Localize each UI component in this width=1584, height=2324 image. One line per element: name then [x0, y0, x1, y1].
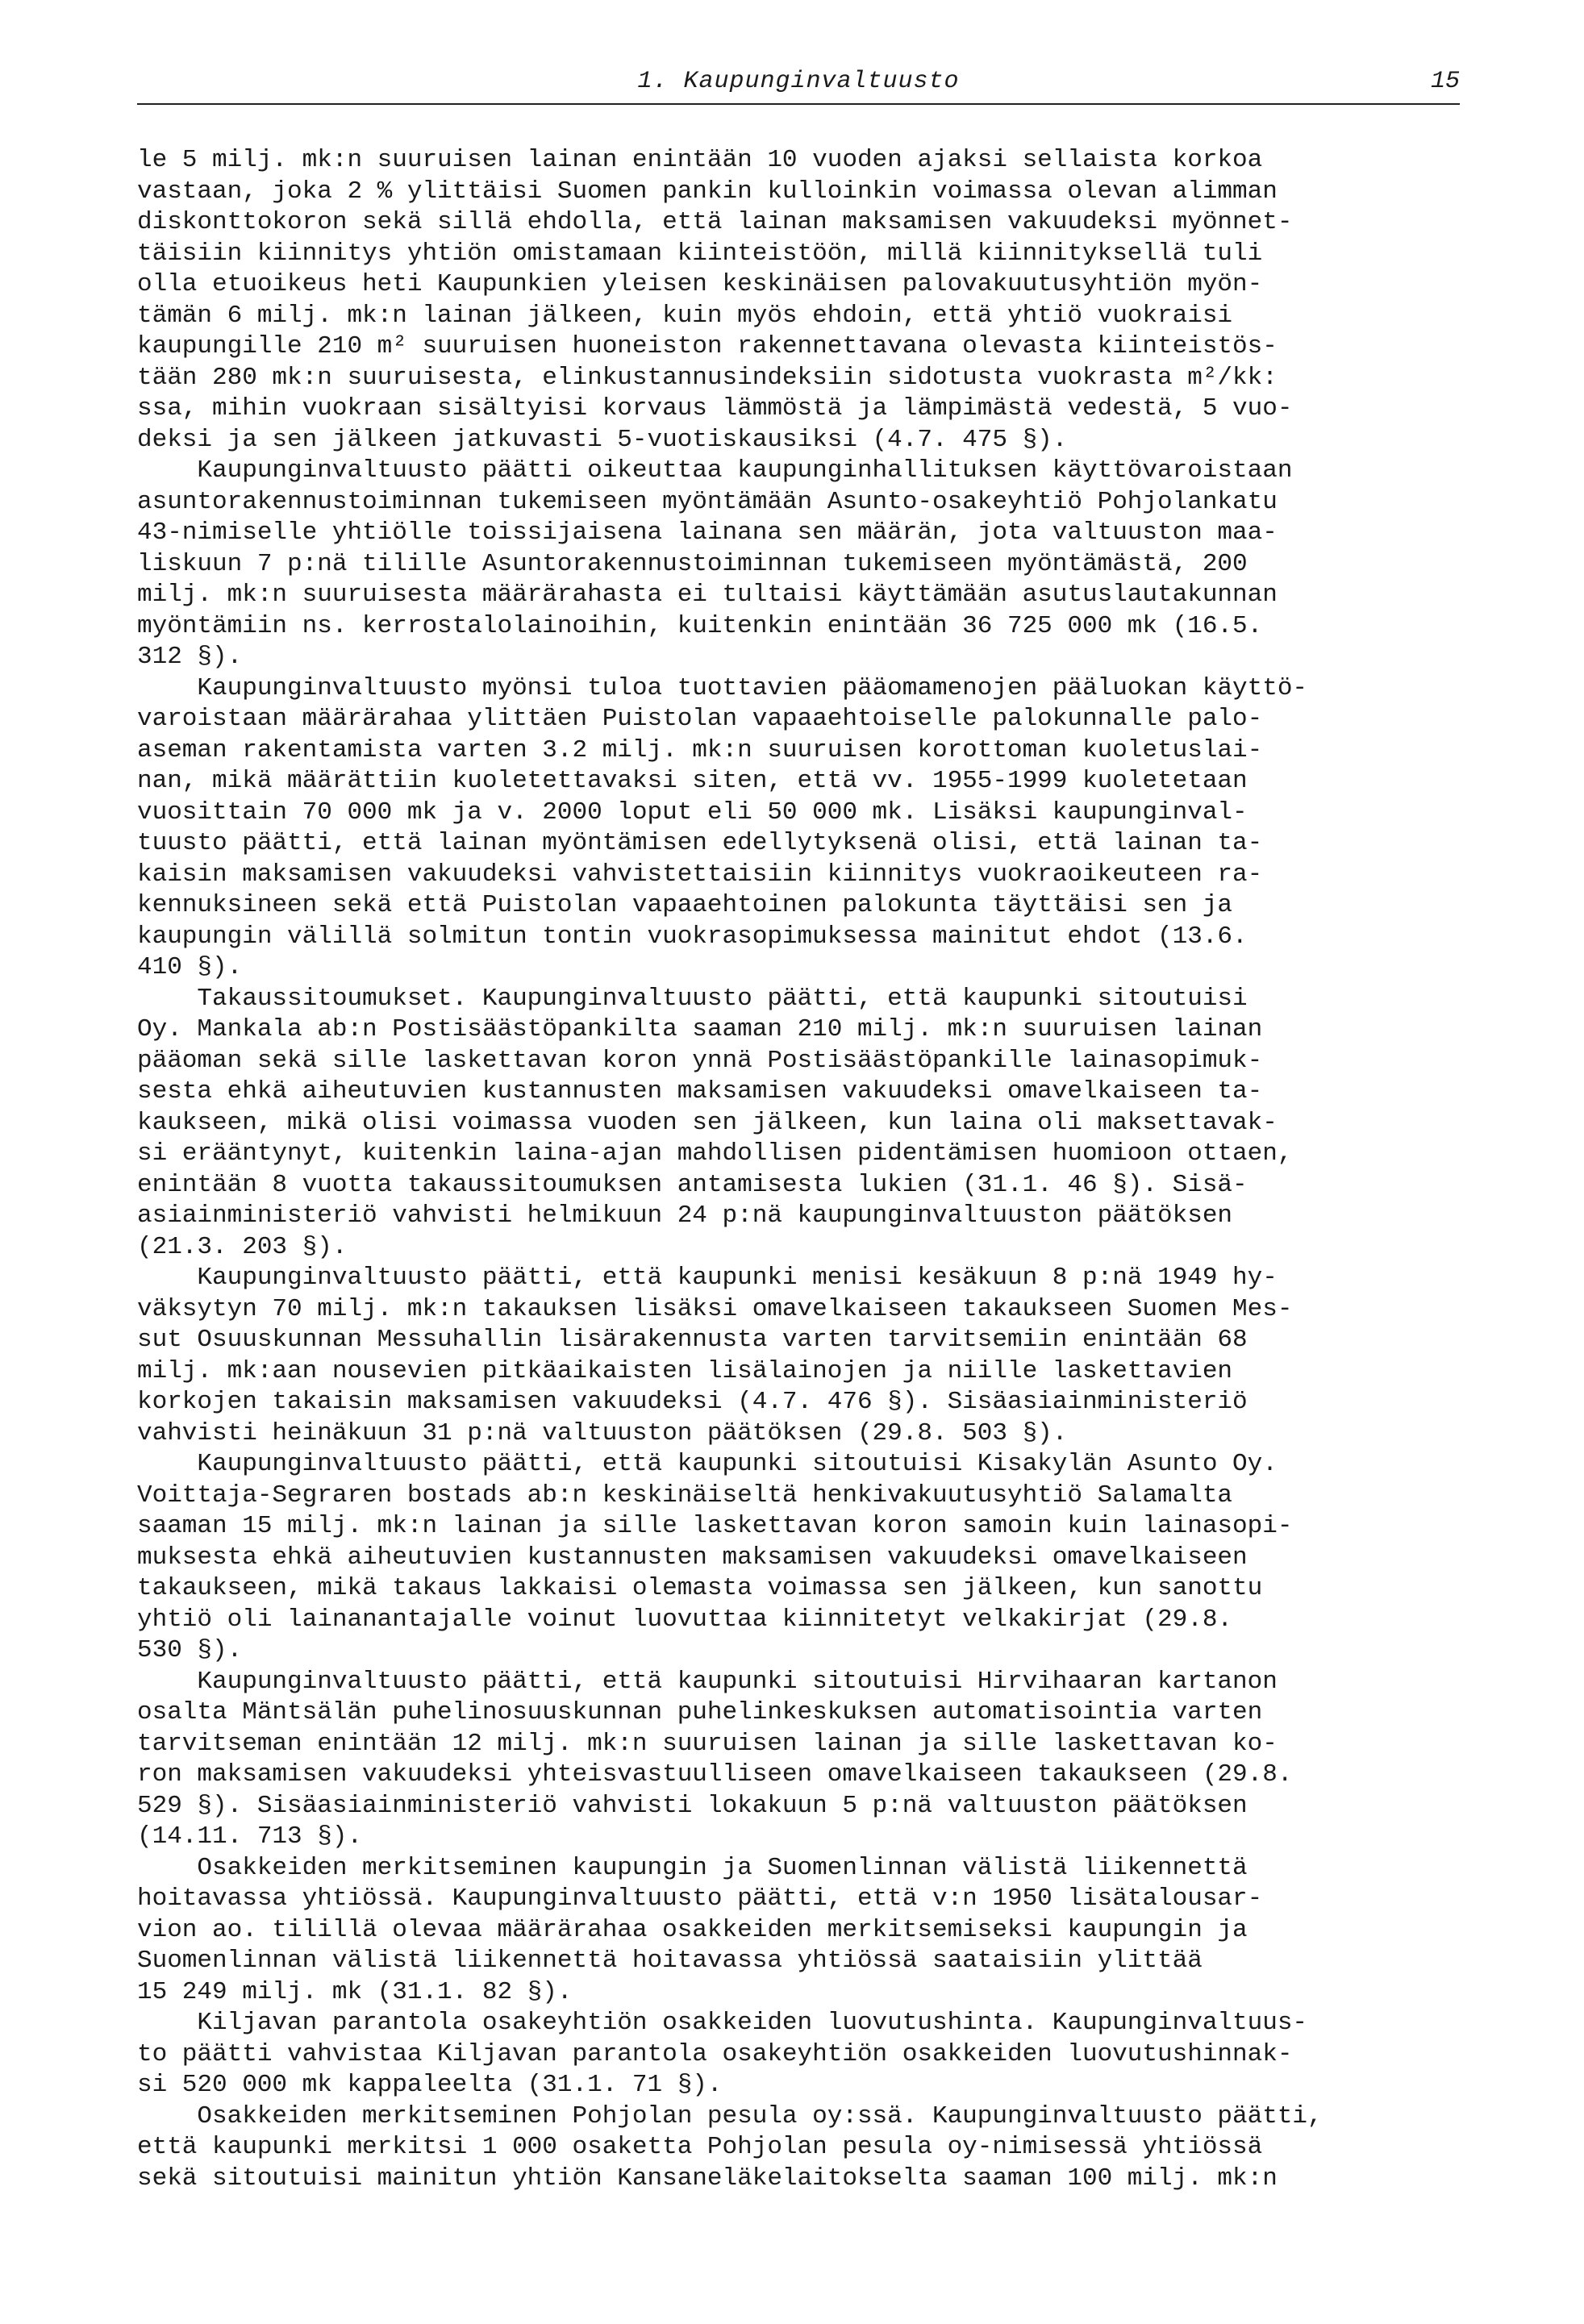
text-line: kennuksineen sekä että Puistolan vapaaehtoinen palokunta täyttäisi sen ja	[137, 891, 1233, 919]
text-line: Voittaja-Segraren bostads ab:n keskinäiseltä henkivakuutusyhtiö Salamalta	[137, 1481, 1233, 1510]
text-line: Kaupunginvaltuusto päätti, että kaupunki menisi kesäkuun 8 p:nä 1949 hy-	[137, 1264, 1278, 1292]
text-line: takaukseen, mikä takaus lakkaisi olemasta voimassa sen jälkeen, kun sanottu	[137, 1574, 1263, 1602]
section-title: 1. Kaupunginvaltuusto	[637, 68, 960, 95]
paragraph	[137, 2008, 1460, 2101]
text-line: saaman 15 milj. mk:n lainan ja sille laskettavan koron samoin kuin lainasopi-	[137, 1512, 1293, 1540]
text-line: vuosittain 70 000 mk ja v. 2000 loput eli 50 000 mk. Lisäksi kaupunginval-	[137, 798, 1248, 827]
text-line: tään 280 mk:n suuruisesta, elinkustannusindeksiin sidotusta vuokrasta m²/kk:	[137, 363, 1278, 392]
text-line: 43-nimiselle yhtiölle toissijaisena lainana sen määrän, jota valtuuston maa-	[137, 519, 1278, 547]
text-line: (21.3. 203 §).	[137, 1232, 348, 1261]
text-line: tarvitseman enintään 12 milj. mk:n suuruisen lainan ja sille laskettavan ko-	[137, 1729, 1278, 1758]
text-line: Osakkeiden merkitseminen Pohjolan pesula oy:ssä. Kaupunginvaltuusto päätti,	[137, 2101, 1323, 2130]
text-line: vahvisti heinäkuun 31 p:nä valtuuston päätöksen (29.8. 503 §).	[137, 1418, 1068, 1447]
text-line: to päätti vahvistaa Kiljavan parantola osakeyhtiön osakkeiden luovutushinnak-	[137, 2039, 1293, 2068]
paragraph	[137, 2101, 1460, 2195]
text-line: (14.11. 713 §).	[137, 1822, 363, 1851]
text-line: asiainministeriö vahvisti helmikuun 24 p:nä kaupunginvaltuuston päätöksen	[137, 1202, 1233, 1230]
paragraph	[137, 145, 1460, 456]
text-line: korkojen takaisin maksamisen vakuudeksi (4.7. 476 §). Sisäasiainministeriö	[137, 1388, 1248, 1416]
text-line: 312 §).	[137, 643, 243, 671]
text-line: Kaupunginvaltuusto päätti, että kaupunki sitoutuisi Kisakylän Asunto Oy.	[137, 1450, 1278, 1478]
paragraph	[137, 1853, 1460, 2009]
text-line: vastaan, joka 2 % ylittäisi Suomen pankin kulloinkin voimassa olevan alimman	[137, 177, 1278, 206]
text-line: väksytyn 70 milj. mk:n takauksen lisäksi omavelkaiseen takaukseen Suomen Mes-	[137, 1294, 1293, 1323]
text-line: enintään 8 vuotta takaussitoumuksen antamisesta lukien (31.1. 46 §). Sisä-	[137, 1170, 1248, 1199]
text-line: kaukseen, mikä olisi voimassa vuoden sen jälkeen, kun laina oli maksettavak-	[137, 1108, 1278, 1137]
text-line: Oy. Mankala ab:n Postisäästöpankilta saaman 210 milj. mk:n suuruisen lainan	[137, 1015, 1263, 1043]
text-line: tämän 6 milj. mk:n lainan jälkeen, kuin myös ehdoin, että yhtiö vuokraisi	[137, 301, 1233, 330]
text-line: yhtiö oli lainanantajalle voinut luovuttaa kiinnitetyt velkakirjat (29.8.	[137, 1605, 1233, 1634]
text-line: 529 §). Sisäasiainministeriö vahvisti lokakuun 5 p:nä valtuuston päätöksen	[137, 1791, 1248, 1820]
text-line: aseman rakentamista varten 3.2 milj. mk:n suuruisen korottoman kuoletuslai-	[137, 735, 1263, 764]
paragraph	[137, 673, 1460, 984]
text-line: tuusto päätti, että lainan myöntämisen edellytyksenä olisi, että lainan ta-	[137, 829, 1263, 857]
text-line: sekä sitoutuisi mainitun yhtiön Kansaneläkelaitokselta saaman 100 milj. mk:n	[137, 2164, 1278, 2193]
text-line: le 5 milj. mk:n suuruisen lainan enintään 10 vuoden ajaksi sellaista korkoa	[137, 146, 1263, 174]
text-line: että kaupunki merkitsi 1 000 osaketta Pohjolan pesula oy-nimisessä yhtiössä	[137, 2133, 1263, 2161]
text-line: si 520 000 mk kappaleelta (31.1. 71 §).	[137, 2071, 723, 2099]
text-line: kaupungin välillä solmitun tontin vuokrasopimuksessa mainitut ehdot (13.6.	[137, 922, 1248, 951]
page-header	[137, 65, 1460, 105]
text-line: sut Osuuskunnan Messuhallin lisärakennusta varten tarvitsemiin enintään 68	[137, 1326, 1248, 1354]
text-line: täisiin kiinnitys yhtiön omistamaan kiinteistöön, millä kiinnityksellä tuli	[137, 239, 1263, 268]
text-line: hoitavassa yhtiössä. Kaupunginvaltuusto päätti, että v:n 1950 lisätalousar-	[137, 1885, 1263, 1913]
paragraph	[137, 1449, 1460, 1667]
body-text	[137, 145, 1460, 2194]
text-line: osalta Mäntsälän puhelinosuuskunnan puhelinkeskuksen automatisointia varten	[137, 1698, 1263, 1726]
page-number: 15	[1430, 68, 1460, 95]
text-line: diskonttokoron sekä sillä ehdolla, että lainan maksamisen vakuudeksi myönnet-	[137, 208, 1293, 236]
text-line: Kaupunginvaltuusto myönsi tuloa tuottavien pääomamenojen pääluokan käyttö-	[137, 673, 1308, 702]
paragraph	[137, 984, 1460, 1264]
text-line: 530 §).	[137, 1636, 243, 1664]
text-line: Osakkeiden merkitseminen kaupungin ja Suomenlinnan välistä liikennettä	[137, 1853, 1248, 1882]
text-line: Kiljavan parantola osakeyhtiön osakkeiden luovutushinta. Kaupunginvaltuus-	[137, 2009, 1308, 2037]
text-line: Kaupunginvaltuusto päätti oikeuttaa kaupunginhallituksen käyttövaroistaan	[137, 456, 1293, 485]
text-line: pääoman sekä sille laskettavan koron ynnä Postisäästöpankille lainasopimuk-	[137, 1046, 1263, 1075]
text-line: ssa, mihin vuokraan sisältyisi korvaus lämmöstä ja lämpimästä vedestä, 5 vuo-	[137, 394, 1293, 423]
text-line: varoistaan määrärahaa ylittäen Puistolan vapaaehtoiselle palokunnalle palo-	[137, 705, 1263, 733]
text-line: Suomenlinnan välistä liikennettä hoitavassa yhtiössä saataisiin ylittää	[137, 1947, 1203, 1975]
text-line: milj. mk:aan nousevien pitkäaikaisten lisälainojen ja niille laskettavien	[137, 1356, 1233, 1385]
text-line: 410 §).	[137, 953, 243, 981]
paragraph	[137, 1263, 1460, 1449]
text-line: Kaupunginvaltuusto päätti, että kaupunki sitoutuisi Hirvihaaran kartanon	[137, 1667, 1278, 1696]
text-line: liskuun 7 p:nä tilille Asuntorakennustoiminnan tukemiseen myöntämästä, 200	[137, 549, 1248, 578]
text-line: Takaussitoumukset. Kaupunginvaltuusto päätti, että kaupunki sitoutuisi	[137, 984, 1248, 1013]
text-line: 15 249 milj. mk (31.1. 82 §).	[137, 1977, 573, 2006]
text-line: sesta ehkä aiheutuvien kustannusten maksamisen vakuudeksi omavelkaiseen ta-	[137, 1077, 1263, 1106]
text-line: kaupungille 210 m² suuruisen huoneiston rakennettavana olevasta kiinteistös-	[137, 332, 1278, 360]
text-line: deksi ja sen jälkeen jatkuvasti 5-vuotiskausiksi (4.7. 475 §).	[137, 425, 1068, 454]
text-line: nan, mikä määrättiin kuoletettavaksi siten, että vv. 1955-1999 kuoletetaan	[137, 767, 1248, 795]
text-line: myöntämiin ns. kerrostalolainoihin, kuitenkin enintään 36 725 000 mk (16.5.	[137, 611, 1263, 640]
paragraph	[137, 456, 1460, 673]
text-line: vion ao. tilillä olevaa määrärahaa osakkeiden merkitsemiseksi kaupungin ja	[137, 1915, 1248, 1944]
text-line: asuntorakennustoiminnan tukemiseen myöntämään Asunto-osakeyhtiö Pohjolankatu	[137, 487, 1278, 516]
text-line: ron maksamisen vakuudeksi yhteisvastuulliseen omavelkaiseen takaukseen (29.8.	[137, 1760, 1293, 1789]
text-line: si erääntynyt, kuitenkin laina-ajan mahdollisen pidentämisen huomioon ottaen,	[137, 1139, 1293, 1168]
text-line: kaisin maksamisen vakuudeksi vahvistettaisiin kiinnitys vuokraoikeuteen ra-	[137, 860, 1263, 889]
text-line: milj. mk:n suuruisesta määrärahasta ei tultaisi käyttämään asutuslautakunnan	[137, 581, 1278, 609]
paragraph	[137, 1667, 1460, 1853]
text-line: olla etuoikeus heti Kaupunkien yleisen keskinäisen palovakuutusyhtiön myön-	[137, 270, 1263, 298]
text-line: muksesta ehkä aiheutuvien kustannusten maksamisen vakuudeksi omavelkaiseen	[137, 1543, 1248, 1572]
